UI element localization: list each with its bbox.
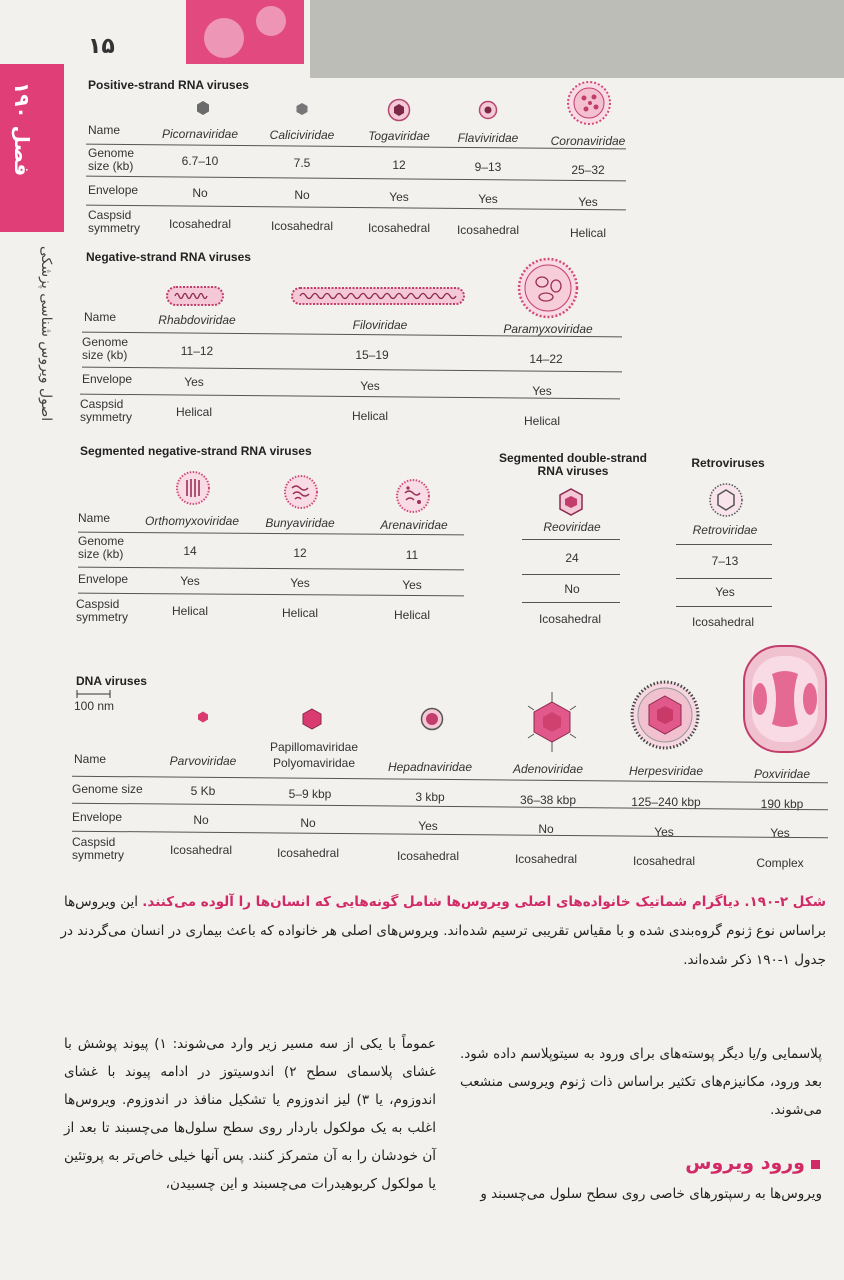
filovirus-icon <box>290 285 468 307</box>
picornavirus-icon <box>195 100 211 116</box>
family-name: Togaviridae <box>368 129 430 143</box>
row-label-genome: Genome size (kb) <box>82 335 129 362</box>
envelope-value: No <box>192 186 208 200</box>
row-label-name: Name <box>88 123 121 137</box>
capsid-value: Icosahedral <box>169 843 233 857</box>
family-name: Caliciviridae <box>269 128 335 142</box>
family-name: Picornaviridae <box>161 127 239 141</box>
genome-size: 5–9 kbp <box>288 787 332 801</box>
figure-caption <box>46 888 826 975</box>
envelope-value: Yes <box>715 585 735 599</box>
capsid-value: Helical <box>569 226 606 240</box>
divider <box>78 593 464 597</box>
section-title-negative: Negative-strand RNA viruses <box>86 250 251 264</box>
genome-size: 11 <box>405 548 419 562</box>
capsid-value: Helical <box>351 409 388 423</box>
section-title-positive: Positive-strand RNA viruses <box>88 78 249 92</box>
capsid-value: Icosahedral <box>276 846 340 860</box>
row-label-genome: Genome size (kb) <box>88 146 135 173</box>
envelope-value: No <box>294 188 310 202</box>
capsid-value: Helical <box>523 414 560 428</box>
row-label-capsid: Caspsid symmetry <box>76 597 128 624</box>
divider <box>522 539 620 540</box>
divider <box>522 574 620 575</box>
parvovirus-icon <box>197 711 209 723</box>
heading-bullet-icon <box>811 1160 820 1169</box>
family-name: Papillomaviridae Polyomaviridae <box>269 740 359 770</box>
rhabdovirus-icon <box>165 284 227 308</box>
capsid-value: Icosahedral <box>396 849 460 863</box>
envelope-value: Yes <box>478 192 498 206</box>
row-label-genome: Genome size <box>72 782 143 796</box>
capsid-value: Helical <box>393 608 430 622</box>
genome-size: 5 Kb <box>190 784 216 798</box>
family-name: Adenoviridae <box>512 762 584 776</box>
togavirus-icon <box>387 98 411 122</box>
row-label-name: Name <box>74 752 107 766</box>
bunyavirus-icon <box>283 474 319 510</box>
envelope-value: Yes <box>578 195 598 209</box>
caption-highlight: شکل ۲-۱۹۰. دیاگرام شماتیک خانواده‌های اصلی ویروس‌ها شامل گونه‌هایی که انسان‌ها را آلوده می‌کنند. <box>142 894 826 910</box>
divider <box>676 578 772 579</box>
envelope-value: Yes <box>184 375 204 389</box>
divider <box>78 567 464 571</box>
chapter-tab-label: فصل ۱۹۰ <box>10 82 34 177</box>
genome-size: 190 kbp <box>760 797 804 811</box>
genome-size: 12 <box>392 158 406 172</box>
capsid-value: Helical <box>175 405 212 419</box>
envelope-value: Yes <box>360 379 380 393</box>
capsid-value: Icosahedral <box>456 223 520 237</box>
family-name: Parvoviridae <box>169 754 237 768</box>
page-number: ۱۵ <box>88 34 115 59</box>
envelope-value: Yes <box>389 190 409 204</box>
section-title-dna: DNA viruses <box>76 674 147 688</box>
caption-text: این ویروس‌ها براساس نوع ژنوم گروه‌بندی شده و با مقیاس تقریبی ترسیم شده‌اند. ویروس‌های اصلی هر خانواده که باعث بیماری در انسان می‌گردند در جدول ۱-۱۹۰ ذکر شده‌اند. <box>60 894 826 968</box>
genome-size: 25–32 <box>571 163 605 177</box>
genome-size: 12 <box>293 546 307 560</box>
genome-size: 36–38 kbp <box>519 793 577 807</box>
family-name: Flaviviridae <box>457 131 519 145</box>
family-name: Filoviridae <box>352 318 408 332</box>
capsid-value: Helical <box>281 606 318 620</box>
envelope-value: No <box>193 813 209 827</box>
section-title-dsrna: Segmented double-strand RNA viruses <box>498 451 647 478</box>
poxvirus-icon <box>742 644 828 754</box>
family-name: Reoviridae <box>543 520 601 534</box>
family-name: Rhabdoviridae <box>158 313 236 327</box>
reovirus-icon <box>558 488 584 516</box>
family-name: Retroviridae <box>692 523 758 537</box>
family-name: Bunyaviridae <box>265 516 335 530</box>
divider <box>676 544 772 545</box>
family-name: Hepadnaviridae <box>387 760 473 774</box>
coronavirus-icon <box>566 80 612 126</box>
genome-size: 7–13 <box>711 554 739 568</box>
orthomyxovirus-icon <box>175 470 211 506</box>
capsid-value: Complex <box>756 856 804 870</box>
row-label-envelope: Envelope <box>88 183 139 197</box>
left-column-text: عموماً با یکی از سه مسیر زیر وارد می‌شوند: ۱) پیوند پوشش با غشای پلاسمای سطح ۲) اندوسیتوز در ادامه پیوند با غشای اندوزوم، یا ۳) لیز اندوزوم یا تشکیل منافذ در اندوزوم. ویروس‌ها اغلب به یک مولکول باردار روی سطح سلول‌ها می‌چسبند تا بعد از آن خودشان را به آن متمرکز کنند. پس آنها خیلی خاص‌تر به پروتئین یا مولکول کربوهیدرات می‌چسبند و این چسبیدن، <box>64 1036 436 1192</box>
row-label-genome: Genome size (kb) <box>78 534 125 561</box>
divider <box>82 367 622 373</box>
header-band <box>310 0 844 78</box>
envelope-value: No <box>300 816 316 830</box>
genome-size: 11–12 <box>180 344 214 358</box>
paramyxovirus-icon <box>516 256 580 320</box>
section-title-segmented: Segmented negative-strand RNA viruses <box>80 444 312 458</box>
genome-size: 14 <box>183 544 197 558</box>
retrovirus-icon <box>708 482 744 518</box>
right-column-text: پلاسمایی و/یا دیگر پوسته‌های برای ورود به سیتوپلاسم داده شود. بعد ورود، مکانیزم‌های تکثیر براساس ذات ژنوم ویروسی منشعب می‌شوند. <box>460 1046 822 1118</box>
scale-bar-icon <box>76 690 112 698</box>
capsid-value: Icosahedral <box>168 217 232 231</box>
capsid-value: Icosahedral <box>538 612 602 626</box>
hepadnavirus-icon <box>420 707 444 731</box>
calicivirus-icon <box>295 102 309 116</box>
herpesvirus-icon <box>630 680 700 750</box>
row-label-envelope: Envelope <box>78 572 129 586</box>
papillomavirus-icon <box>302 708 322 730</box>
row-label-name: Name <box>78 511 111 525</box>
genome-size: 15–19 <box>355 348 389 362</box>
section-title-retro: Retroviruses <box>691 456 765 470</box>
capsid-value: Helical <box>171 604 208 618</box>
row-label-capsid: Caspsid symmetry <box>72 835 124 862</box>
family-name: Herpesviridae <box>628 764 704 778</box>
capsid-value: Icosahedral <box>270 219 334 233</box>
envelope-value: Yes <box>654 825 674 839</box>
envelope-value: Yes <box>402 578 422 592</box>
envelope-value: Yes <box>180 574 200 588</box>
heading-paragraph: ویروس‌ها به رسپتورهای خاصی روی سطح سلول می‌چسبند و <box>480 1186 822 1202</box>
capsid-value: Icosahedral <box>367 221 431 235</box>
genome-size: 24 <box>565 551 579 565</box>
family-name: Coronaviridae <box>550 134 626 148</box>
capsid-value: Icosahedral <box>514 852 578 866</box>
adenovirus-icon <box>526 692 578 752</box>
genome-size: 9–13 <box>474 160 502 174</box>
chapter-tab <box>0 64 64 232</box>
flavivirus-icon <box>478 100 498 120</box>
section-heading <box>685 1152 820 1174</box>
genome-size: 14–22 <box>529 352 563 366</box>
capsid-value: Icosahedral <box>691 615 755 629</box>
envelope-value: No <box>564 582 580 596</box>
divider <box>522 602 620 603</box>
capsid-value: Icosahedral <box>632 854 696 868</box>
genome-size: 6.7–10 <box>181 154 219 168</box>
row-label-envelope: Envelope <box>82 372 133 386</box>
genome-size: 3 kbp <box>415 790 445 804</box>
header-decoration <box>186 0 304 64</box>
envelope-value: Yes <box>770 826 790 840</box>
row-label-capsid: Caspsid symmetry <box>80 397 132 424</box>
scale-bar-label: 100 nm <box>74 699 115 713</box>
family-name: Paramyxoviridae <box>503 322 593 336</box>
side-title: اصول ویروس شناسی پزشکی <box>38 246 54 422</box>
envelope-value: No <box>538 822 554 836</box>
family-name: Arenaviridae <box>380 518 448 532</box>
genome-size: 125–240 kbp <box>631 795 701 809</box>
genome-size: 7.5 <box>293 156 311 170</box>
family-name: Orthomyxoviridae <box>144 514 240 528</box>
row-label-envelope: Envelope <box>72 810 123 824</box>
row-label-capsid: Caspsid symmetry <box>88 208 140 235</box>
envelope-value: Yes <box>418 819 438 833</box>
envelope-value: Yes <box>290 576 310 590</box>
arenavirus-icon <box>395 478 431 514</box>
divider <box>676 606 772 607</box>
envelope-value: Yes <box>532 384 552 398</box>
family-name: Poxviridae <box>753 767 811 781</box>
row-label-name: Name <box>84 310 117 324</box>
section-heading-text: ورود ویروس <box>685 1152 805 1174</box>
